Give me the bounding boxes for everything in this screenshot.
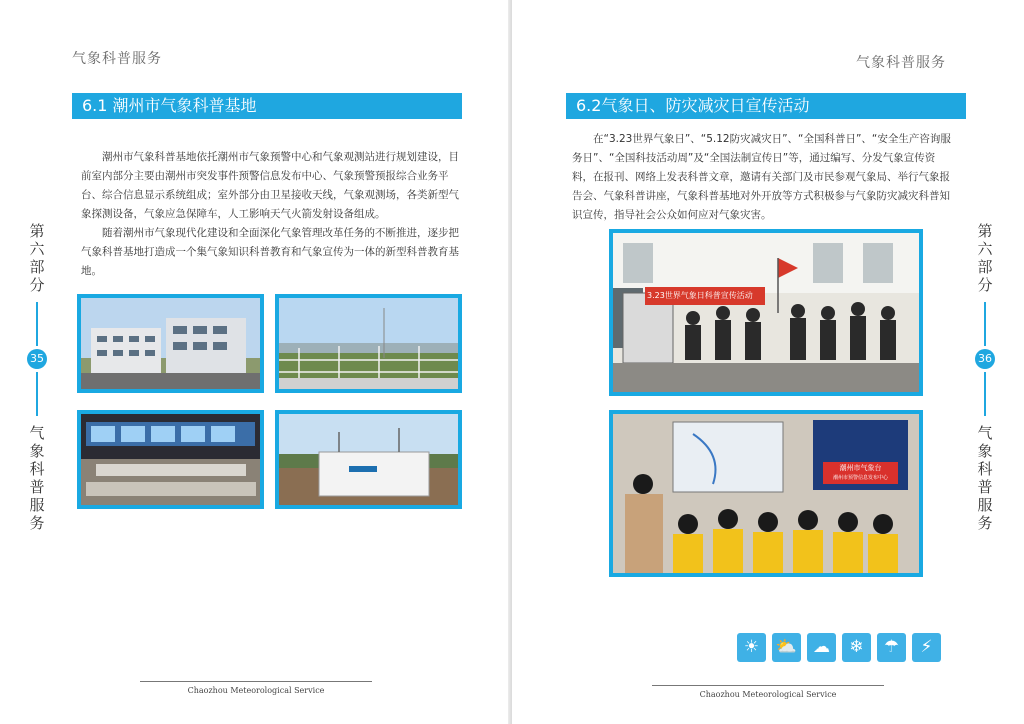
side-part-label: 第六部分 — [977, 222, 993, 294]
photo-building — [77, 294, 264, 393]
paragraph: 潮州市气象科普基地依托潮州市气象预警中心和气象观测站进行规划建设，目前室内部分主要由潮州市突发事件预警信息发布中心、气象预警预报综合业务平台、综合信息显示系统组成；室外部分由卫星接收天线，气象观测场，各类新型气象探测设备，气象应急保障车，人工影响天气火箭发射设备组成。 — [81, 151, 459, 220]
photo-children-visit — [609, 410, 923, 577]
photo-weather-day-event — [609, 229, 923, 396]
cloudy-icon: ☁ — [807, 633, 836, 662]
partly-cloudy-icon: ⛅ — [772, 633, 801, 662]
body-text — [572, 130, 956, 225]
section-title-bar — [566, 93, 966, 119]
snowflake-icon: ❄ — [842, 633, 871, 662]
side-navigation — [970, 222, 1000, 532]
section-title-bar — [72, 93, 462, 119]
side-chapter-label: 气象科普服务 — [977, 424, 993, 532]
page-header: 气象科普服务 — [72, 51, 162, 67]
body-text — [81, 148, 469, 281]
paragraph: 在“3.23世界气象日”、“5.12防灾减灾日”、“全国科普日”、“安全生产咨询服务日”、“全国科技活动周”及“全国法制宣传日”等，通过编写、分发气象宣传资料，在报刊、网络上发表科普文章，邀请有关部门及市民参观气象局、举行气象报告会、气象科普讲座，气象科普基地对外开放等方式积极参与气象防灾减灾科普知识宣传，指导社会公众如何应对气象灾害。 — [572, 133, 951, 221]
page-footer — [652, 685, 884, 699]
photo-observation-field — [275, 294, 462, 393]
page-header: 气象科普服务 — [856, 55, 946, 71]
side-divider — [984, 372, 986, 416]
page-footer — [140, 681, 372, 695]
photo-control-room — [77, 410, 264, 509]
section-title: 6.1 潮州市气象科普基地 — [82, 96, 257, 115]
footer-text: Chaozhou Meteorological Service — [699, 690, 837, 699]
side-divider — [36, 302, 38, 346]
side-part-label: 第六部分 — [29, 222, 45, 294]
footer-rule — [140, 681, 372, 682]
footer-text: Chaozhou Meteorological Service — [187, 686, 325, 695]
side-navigation — [22, 222, 52, 532]
exhibit-screen-subtitle: 潮州市预警信息发布中心 — [832, 475, 888, 481]
side-divider — [984, 302, 986, 346]
sunny-icon: ☀ — [737, 633, 766, 662]
event-banner-text: 3.23世界气象日科普宣传活动 — [647, 291, 753, 300]
side-divider — [36, 372, 38, 416]
section-title: 6.2气象日、防灾减灾日宣传活动 — [576, 96, 810, 115]
photo-weather-station — [275, 410, 462, 509]
exhibit-screen-title: 潮州市气象台 — [839, 464, 882, 472]
side-chapter-label: 气象科普服务 — [29, 424, 45, 532]
page-number-badge: 36 — [975, 349, 995, 369]
footer-rule — [652, 685, 884, 686]
page-number-badge: 35 — [27, 349, 47, 369]
weather-icon-row — [737, 633, 941, 662]
right-page — [512, 0, 1024, 724]
rain-icon: ☂ — [877, 633, 906, 662]
thunderstorm-icon: ⚡ — [912, 633, 941, 662]
paragraph: 随着潮州市气象现代化建设和全面深化气象管理改革任务的不断推进，逐步把气象科普基地打造成一个集气象知识科普教育和气象宣传为一体的新型科普教育基地。 — [81, 227, 459, 277]
